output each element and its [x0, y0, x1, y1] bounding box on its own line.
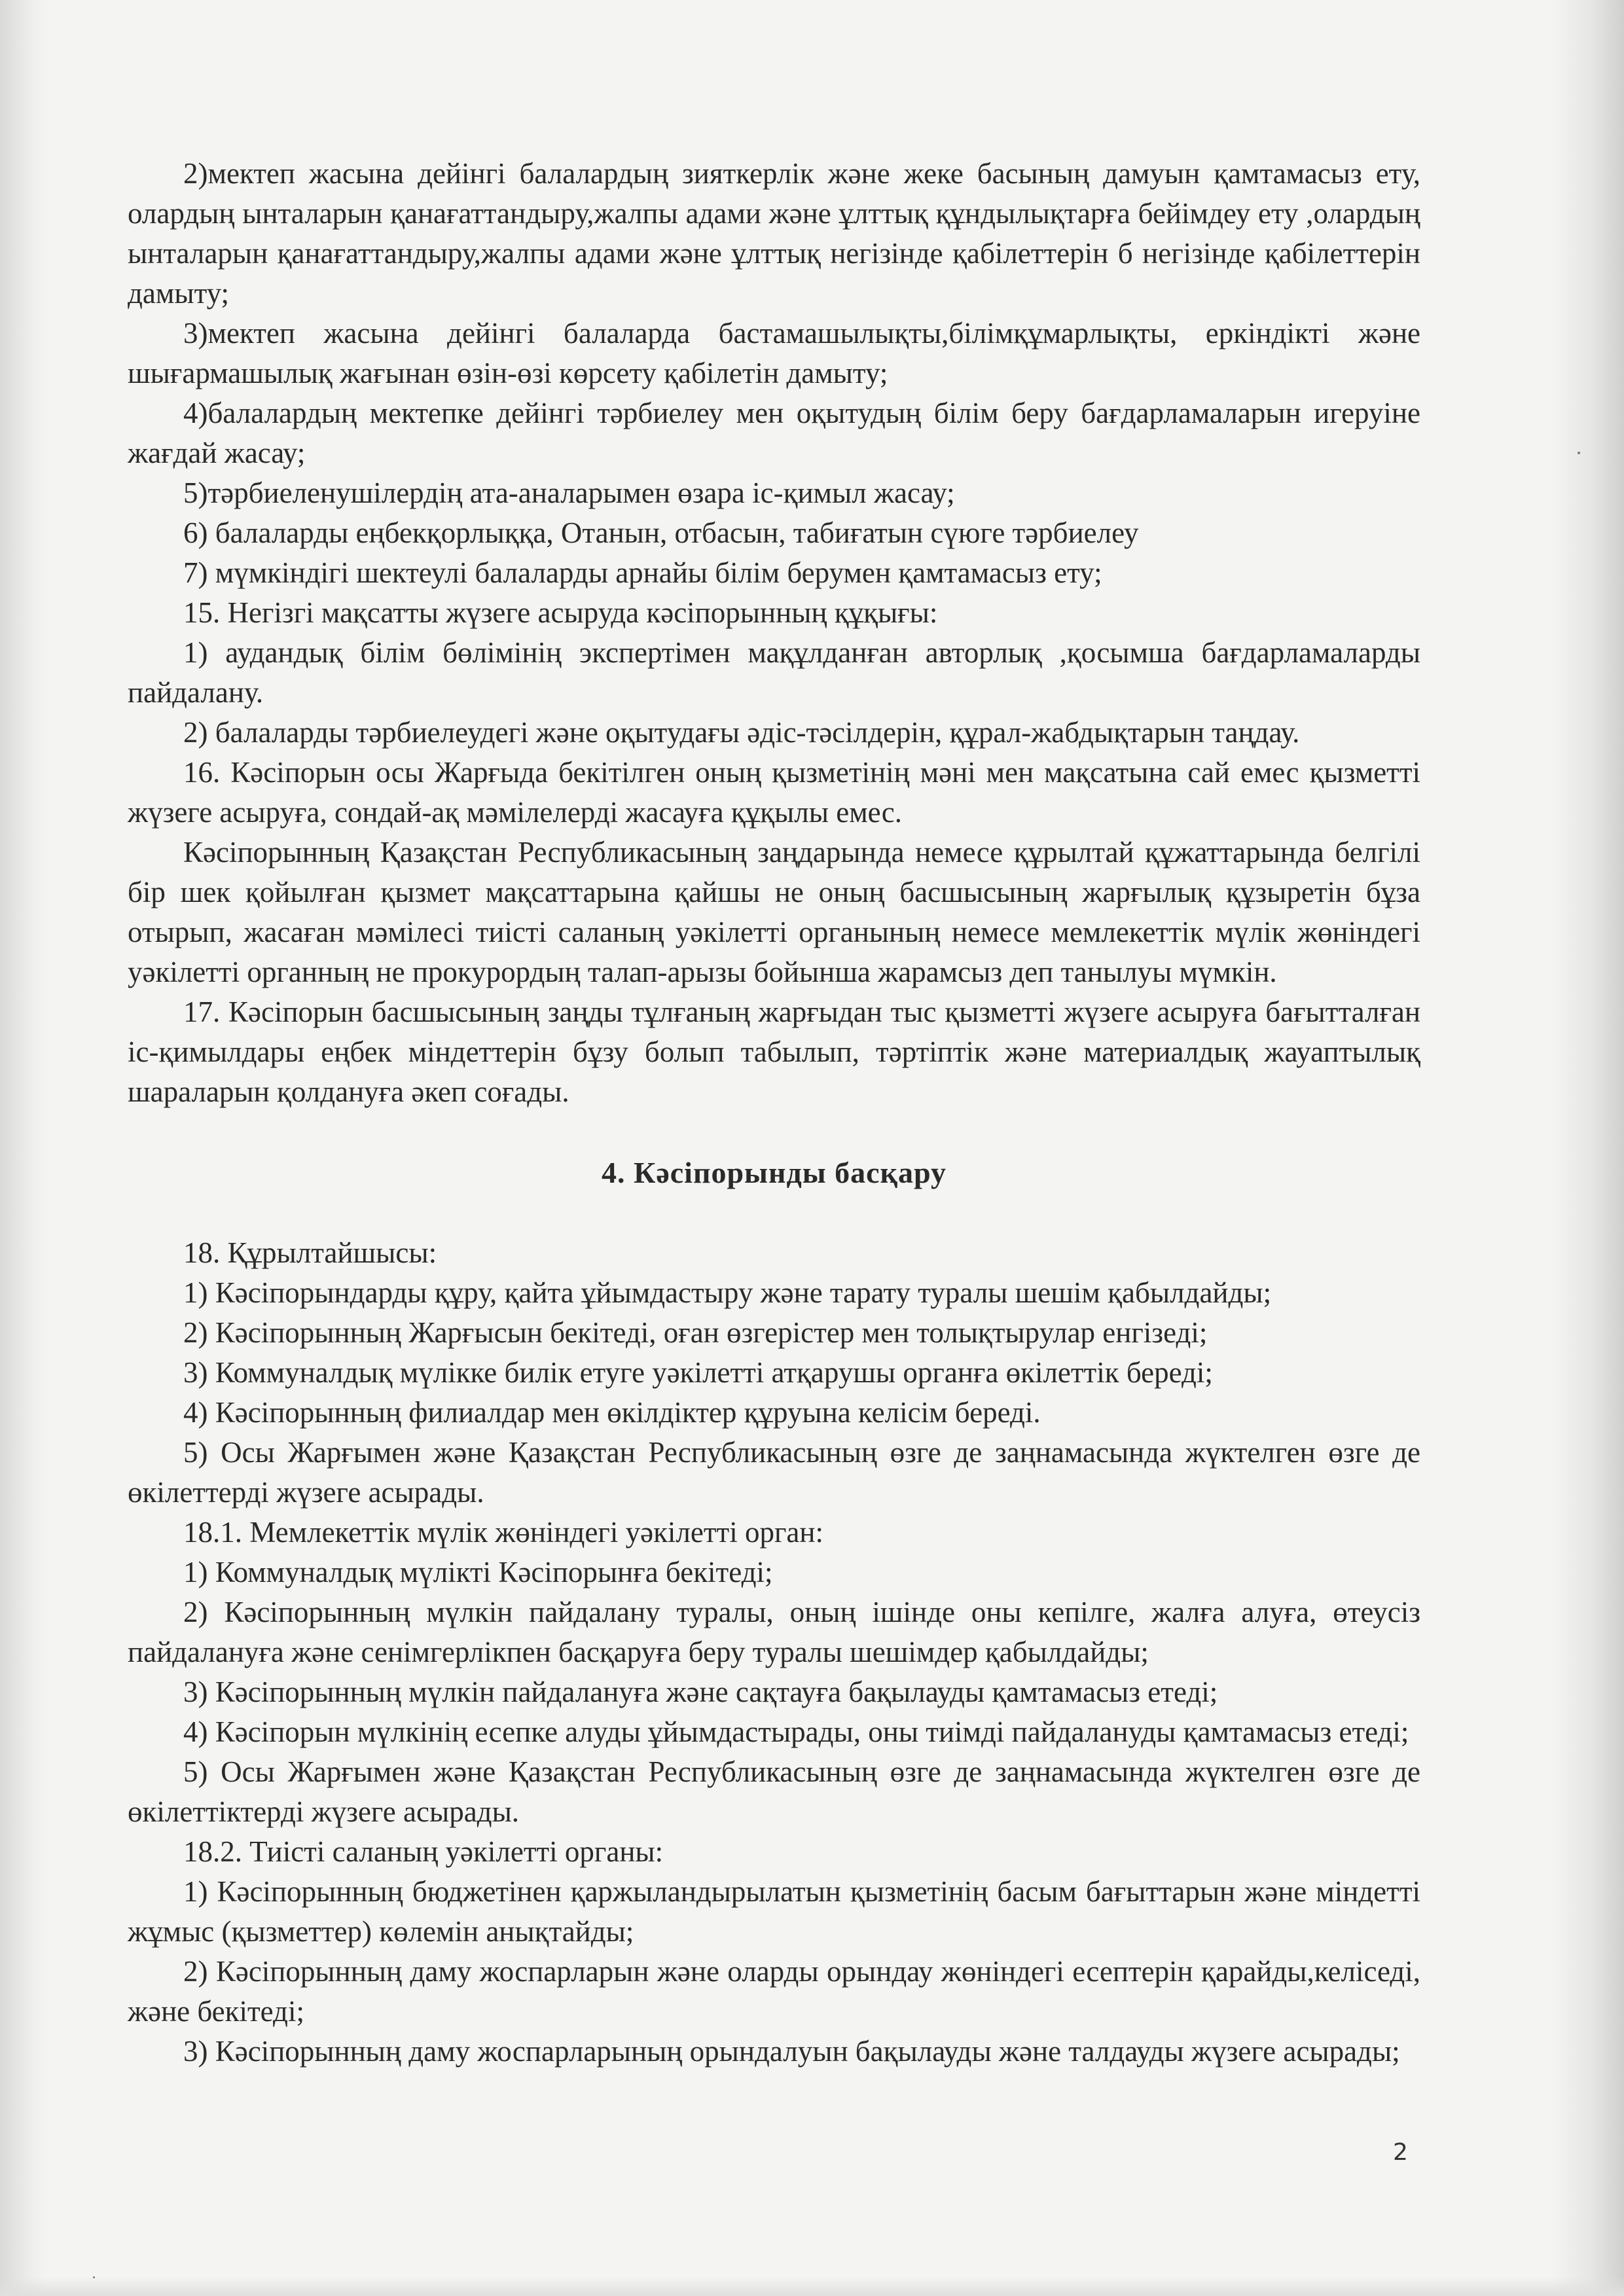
- paragraph: 3) Кәсіпорынның даму жоспарларының орындалуын бақылауды және талдауды жүзеге асырады;: [183, 2035, 1400, 2068]
- paragraph: 1) Кәсіпорындарды құру, қайта ұйымдастыру және тарату туралы шешім қабылдайды;: [183, 1276, 1272, 1309]
- paragraph: 4)балалардың мектепке дейінгі тәрбиелеу мен оқытудың білім беру бағдарламаларын игеруіне жағдай жасау;: [128, 397, 1420, 469]
- paragraph: 18. Құрылтайшысы:: [183, 1236, 437, 1269]
- scan-left-shadow: [0, 0, 46, 2296]
- scan-speck: [1578, 452, 1580, 454]
- paragraph: Кәсіпорынның Қазақстан Республикасының заңдарында немесе құрылтай құжаттарында белгілі бір шек қойылған қызмет мақсаттарына қайшы не оның басшысының жарғылық құзыретін бұза отырып, жасаған мәмілесі тиісті саланың уәкілетті органының немесе мемлекеттік мүлік жөніндегі уәкілетті органның не прокурордың талап-арызы бойынша жарамсыз деп танылуы мүмкін.: [128, 836, 1420, 988]
- paragraph: 2) Кәсіпорынның мүлкін пайдалану туралы, оның ішінде оны кепілге, жалға алуға, өтеусіз пайдалануға және сенімгерлікпен басқаруға беру туралы шешімдер қабылдайды;: [128, 1596, 1420, 1668]
- paragraph: 15. Негізгі мақсатты жүзеге асыруда кәсіпорынның құқығы:: [183, 596, 938, 629]
- paragraph: 6) балаларды еңбекқорлыққа, Отанын, отбасын, табиғатын сүюге тәрбиелеу: [183, 516, 1139, 549]
- document-body: [128, 154, 1420, 2072]
- scan-right-shadow: [1552, 0, 1624, 2296]
- page-number: 2: [1393, 2139, 1408, 2166]
- section-heading: 4. Кәсіпорынды басқару: [601, 1156, 947, 1189]
- paragraph: 1) аудандық білім бөлімінің экспертімен мақұлданған авторлық ,қосымша бағдарламаларды пайдалану.: [128, 636, 1420, 709]
- paragraph: 3)мектеп жасына дейінгі балаларда бастамашылықты,білімқұмарлықты, еркіндікті және шығармашылық жағынан өзін-өзі көрсету қабілетін дамыту;: [128, 317, 1420, 389]
- paragraph: 2) Кәсіпорынның даму жоспарларын және оларды орындау жөніндегі есептерін қарайды,келіседі, және бекітеді;: [128, 1955, 1420, 2028]
- paragraph: 3) Кәсіпорынның мүлкін пайдалануға және сақтауға бақылауды қамтамасыз етеді;: [183, 1676, 1218, 1708]
- scan-speck: [93, 2276, 95, 2278]
- paragraph: 4) Кәсіпорын мүлкінің есепке алуды ұйымдастырады, оны тиімді пайдалануды қамтамасыз етеді;: [183, 1715, 1409, 1748]
- paragraph: 1) Кәсіпорынның бюджетінен қаржыландырылатын қызметінің басым бағыттарын және міндетті жұмыс (қызметтер) көлемін анықтайды;: [128, 1875, 1420, 1948]
- scan-bottom-shadow: [0, 2276, 1624, 2296]
- paragraph: 2) балаларды тәрбиелеудегі және оқытудағы әдіс-тәсілдерін, құрал-жабдықтарын таңдау.: [183, 716, 1300, 749]
- paragraph: 5) Осы Жарғымен және Қазақстан Республикасының өзге де заңнамасында жүктелген өзге де өкілеттерді жүзеге асырады.: [128, 1436, 1420, 1509]
- paragraph: 3) Коммуналдық мүлікке билік етуге уәкілетті атқарушы органға өкілеттік береді;: [183, 1356, 1213, 1389]
- paragraph: 5)тәрбиеленушілердің ата-аналарымен өзара іс-қимыл жасау;: [183, 476, 955, 509]
- paragraph: 18.1. Мемлекеттік мүлік жөніндегі уәкілетті орган:: [183, 1516, 823, 1549]
- paragraph: 4) Кәсіпорынның филиалдар мен өкілдіктер құруына келісім береді.: [183, 1396, 1041, 1429]
- paragraph: 5) Осы Жарғымен және Қазақстан Республикасының өзге де заңнамасында жүктелген өзге де өкілеттіктерді жүзеге асырады.: [128, 1755, 1420, 1828]
- paragraph: 2) Кәсіпорынның Жарғысын бекітеді, оған өзгерістер мен толықтырулар енгізеді;: [183, 1316, 1208, 1349]
- paragraph: 2)мектеп жасына дейінгі балалардың зияткерлік және жеке басының дамуын қамтамасыз ету, олардың ынталарын қанағаттандыру,жалпы адами және ұлттық құндылықтарға бейімдеу ету ,олардың ынталарын қанағаттандыру,жалпы адами және ұлттық негізінде қабілеттерін б негізінде қабілеттерін дамыту;: [128, 157, 1420, 310]
- paragraph: 1) Коммуналдық мүлікті Кәсіпорынға бекітеді;: [183, 1556, 773, 1588]
- paragraph: 17. Кәсіпорын басшысының заңды тұлғаның жарғыдан тыс қызметті жүзеге асыруға бағытталған іс-қимылдары еңбек міндеттерін бұзу болып табылып, тәртіптік және материалдық жауаптылық шараларын қолдануға әкеп соғады.: [128, 996, 1420, 1108]
- paragraph: 18.2. Тиісті саланың уәкілетті органы:: [183, 1835, 664, 1868]
- paragraph: 7) мүмкіндігі шектеулі балаларды арнайы білім берумен қамтамасыз ету;: [183, 556, 1102, 589]
- paragraph: 16. Кәсіпорын осы Жарғыда бекітілген оның қызметінің мәні мен мақсатына сай емес қызметті жүзеге асыруға, сондай-ақ мәмілелерді жасауға құқылы емес.: [128, 756, 1420, 829]
